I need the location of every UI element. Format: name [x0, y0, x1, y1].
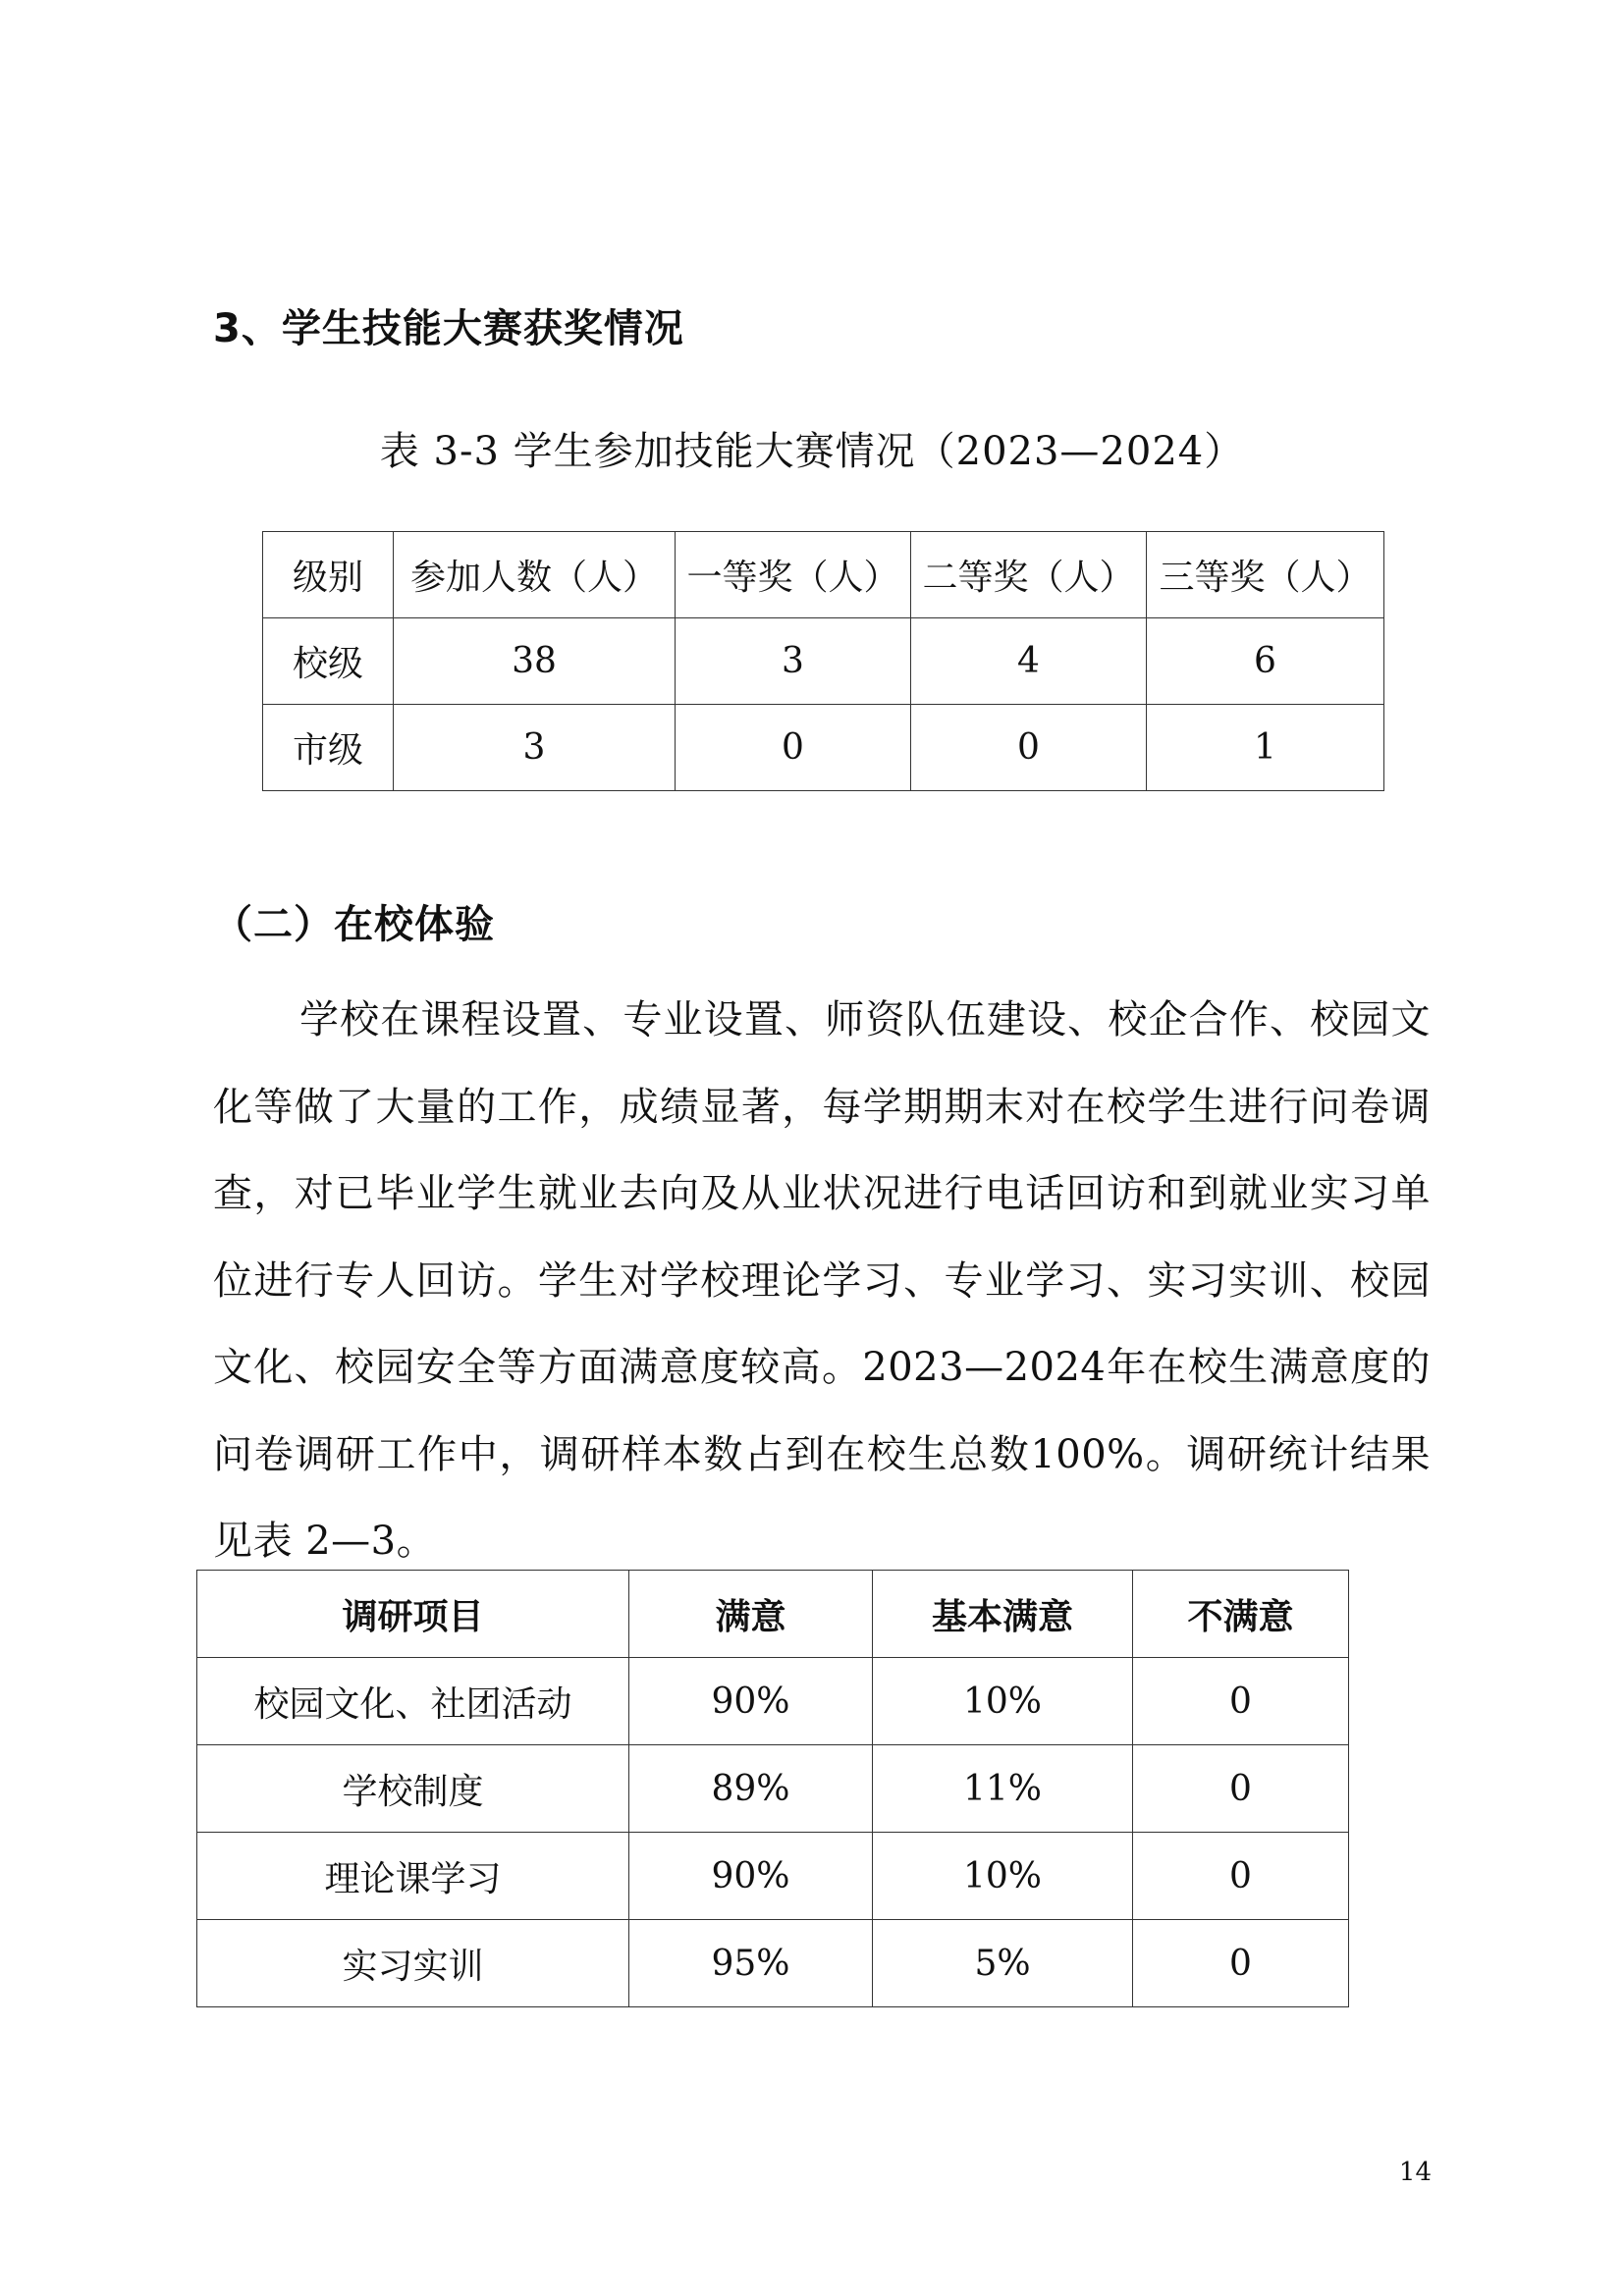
header-cell: 不满意 — [1133, 1571, 1349, 1658]
table-cell: 3 — [676, 618, 911, 705]
table-cell: 0 — [911, 705, 1147, 791]
section-heading-skills-competition: 3、学生技能大赛获奖情况 — [213, 306, 684, 351]
table-caption-competition: 表 3-3 学生参加技能大赛情况（2023—2024） — [379, 429, 1245, 474]
table-row — [197, 1658, 1349, 1745]
table-cell: 10% — [873, 1658, 1133, 1745]
table-cell: 实习实训 — [197, 1920, 629, 2007]
table-cell: 理论课学习 — [197, 1833, 629, 1920]
table-cell: 90% — [629, 1833, 873, 1920]
header-cell: 二等奖（人） — [911, 532, 1147, 618]
table-cell: 学校制度 — [197, 1745, 629, 1833]
table-row — [197, 1833, 1349, 1920]
body-paragraph: 学校在课程设置、专业设置、师资队伍建设、校企合作、校园文化等做了大量的工作，成绩显著，每学期期末对在校学生进行问卷调查，对已毕业学生就业去向及从业状况进行电话回访和到就业实习单位进行专人回访。学生对学校理论学习、专业学习、实习实训、校园文化、校园安全等方面满意度较高。2023—2024年在校生满意度的问卷调研工作中，调研样本数占到在校生总数100%。调研统计结果见表 2—3。 — [213, 997, 1431, 1564]
table-row — [197, 1920, 1349, 2007]
table-cell: 0 — [676, 705, 911, 791]
table-cell: 38 — [394, 618, 676, 705]
table-row — [197, 1745, 1349, 1833]
table-cell: 5% — [873, 1920, 1133, 2007]
table-cell: 89% — [629, 1745, 873, 1833]
table-header-row — [263, 532, 1384, 618]
table-header-row — [197, 1571, 1349, 1658]
table-cell: 10% — [873, 1833, 1133, 1920]
table-cell: 0 — [1133, 1920, 1349, 2007]
header-cell: 基本满意 — [873, 1571, 1133, 1658]
header-cell: 三等奖（人） — [1147, 532, 1384, 618]
table-cell: 95% — [629, 1920, 873, 2007]
table-cell: 4 — [911, 618, 1147, 705]
table-cell: 1 — [1147, 705, 1384, 791]
page-number: 14 — [1398, 2158, 1432, 2187]
header-cell: 级别 — [263, 532, 394, 618]
header-cell: 参加人数（人） — [394, 532, 676, 618]
table-cell: 11% — [873, 1745, 1133, 1833]
table-cell: 校级 — [263, 618, 394, 705]
section-heading-school-experience: （二）在校体验 — [213, 902, 495, 947]
header-cell: 满意 — [629, 1571, 873, 1658]
table-row — [263, 705, 1384, 791]
table-cell: 市级 — [263, 705, 394, 791]
table-cell: 0 — [1133, 1833, 1349, 1920]
header-cell: 一等奖（人） — [676, 532, 911, 618]
table-cell: 6 — [1147, 618, 1384, 705]
table-cell: 0 — [1133, 1658, 1349, 1745]
satisfaction-survey-table — [196, 1570, 1349, 2007]
table-cell: 0 — [1133, 1745, 1349, 1833]
table-cell: 校园文化、社团活动 — [197, 1658, 629, 1745]
table-cell: 3 — [394, 705, 676, 791]
competition-table — [262, 531, 1384, 791]
table-row — [263, 618, 1384, 705]
table-cell: 90% — [629, 1658, 873, 1745]
header-cell: 调研项目 — [197, 1571, 629, 1658]
